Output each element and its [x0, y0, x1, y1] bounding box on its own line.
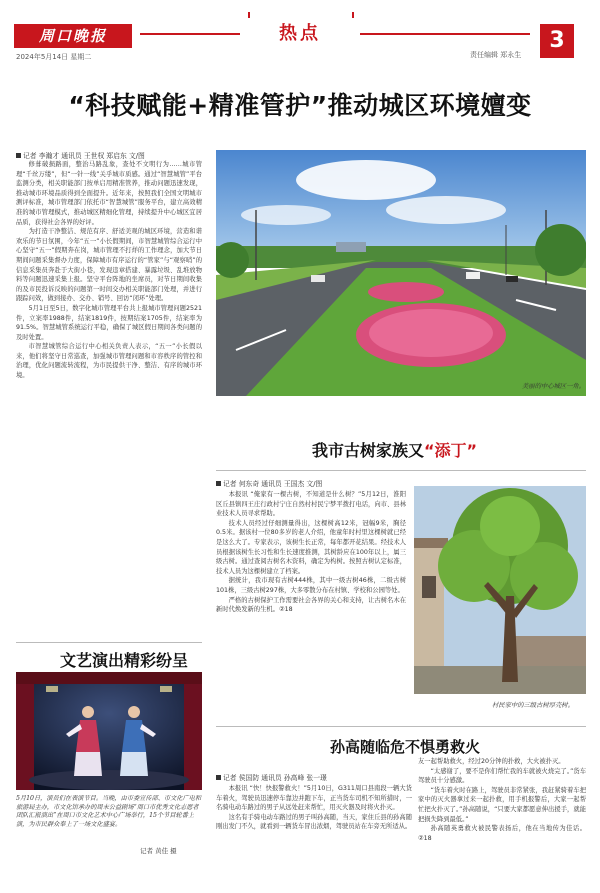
- fire-paragraph: “太感谢了，要不是你们帮忙我的车就被火烧完了。”货车驾驶员十分感激。: [418, 767, 586, 785]
- lead-byline: 记者 李瀚才 通讯员 王世权 郑启东 文/图: [16, 150, 145, 160]
- page-number: 3: [540, 24, 574, 58]
- fire-paragraph: 友一起帮助救火，经过20分钟的扑救，大火被扑灭。: [418, 758, 565, 765]
- issue-date: 2024年5月14日 星期二: [16, 53, 92, 61]
- main-headline: “科技赋能+精准管护”推动城区环境嬗变: [68, 91, 532, 120]
- tree-headline: [312, 438, 477, 461]
- tree-paragraph: 本报讯 “俺家有一棵古树，不知道是什么树？”5月12日，淮阳区丘县镇四王庄行政村宁庄自然村村民宁梦平拨打电话，向市、县林业技术人员寻求帮助。: [216, 491, 406, 518]
- opera-photo-credit: 记者 黄佳 摄: [140, 847, 177, 855]
- divider: [216, 470, 586, 471]
- tree-paragraph: 据统计，我市现有古树444株，其中一级古树46株，二级古树101株，三级古树297株，大多零散分布在村镇、学校和公园等处。: [216, 577, 406, 594]
- fire-paragraph: 本报讯 “快！快报警救火！”5月10日，G311周口县南段一辆大货车着火，驾驶员迅速停车靠边并跑下车，正当货车司机不知所措时，一名骑电动车路过的男子从远处赶来帮忙，用灭火器及时将火扑灭。: [216, 785, 412, 812]
- lead-paragraph: 修葺破损路面，整治马路乱象，查处不文明行为……城市管理“千丝万缕”，但“一针一线”关乎城市质感。通过“智慧城管”平台监测分类，相关职能部门按单启用精准管养，推动问题迅速发现，推动城市环境品质得到全面提升。近年来，按照我们全国文明城市测评标准，城市管理部门依托市“智慧城管”服务平台，建立高效精准的城市管理模式，推动城区精细化管理，持续提升中心城区宜居品质，获得社会各界的好评。: [16, 161, 202, 226]
- opera-caption: 5月10日，演员们在表演节目。当晚，由市委宣传部、市文化广电和旅游局主办，市文化馆承办的周末公益剧场“周口市优秀文化志愿者团队汇报演出”在周口市文化艺术中心广场举行，15个节目轮番上演，为市民群众奉上了一场文化盛宴。: [16, 795, 202, 828]
- tree-headline-text: 我市古树家族又: [312, 441, 425, 460]
- fire-byline: 记者 侯国防 通讯员 孙高峰 张一璟: [216, 772, 327, 782]
- tree-photo-caption: 村民家中的三级古树厚壳树。: [492, 702, 574, 709]
- city-road-image: [216, 150, 586, 396]
- fire-paragraph: “货车着火时在路上，驾驶员非常紧张，我赶紧骑着车把家中的灭火器拿过来一起扑救，用手机报警后，大家一起帮忙把火扑灭了。”孙高随说，“只要大家都愿意伸出援手，就能把损失降到最低。”: [418, 786, 586, 823]
- paper-logo: 周口晚报: [14, 24, 132, 48]
- ancient-tree-photo: [414, 486, 586, 694]
- lead-paragraph: 市智慧城管综合运行中心相关负责人表示，“五一”小长假以来，他们将坚守日常巡查，加强城市管理问题和市容秩序的管控和治理，优化问题流转流程，为市民提供干净、整洁、有序的城市环境。: [16, 343, 202, 380]
- section-label: [240, 18, 360, 50]
- fire-article-body: [216, 784, 412, 862]
- tree-headline-highlight: “添丁”: [424, 441, 478, 460]
- road-photo-caption: 美丽的中心城区一角。: [522, 383, 585, 390]
- stage-performance-image: [16, 672, 202, 790]
- editor-credit: 责任编辑 郑永生: [470, 51, 522, 59]
- ancient-tree-image: [414, 486, 586, 694]
- fire-article-body-continued: [418, 757, 586, 855]
- tree-byline: 记者 何东奇 通讯员 王国杰 文/图: [216, 478, 322, 488]
- stage-performance-photo: [16, 672, 202, 790]
- fire-paragraph: 孙高随英勇救火被民警表扬后，他在当地传为佳话。②18: [418, 825, 586, 842]
- tree-paragraph: 技术人员经过仔细测量得出，这棵树高12米，冠幅9米，胸径0.5米。据该村一位80多岁的老人介绍，他童年时村里这棵树就已经是这么大了。专家表示，该树生长正常，每年都开花结果。经技术人员根据该树生长习性和生长速度推测，其树龄应在100年以上，属三级古树。通过查阅古树名木资料，确定为构树。按照古树认定标准，技术人员为这棵树建立了档案。: [216, 519, 406, 575]
- divider: [16, 642, 202, 643]
- lead-paragraph: 为打造干净整洁、规范有序、舒适美观的城区环境，营造和谐欢乐的节日氛围，今年“五一”小长假期间，市智慧城管综合运行中心坚守“五一”假期奔在岗，城市管理不打烊的工作理念，加大节日期间问题采集督办力度，保障城市有序运行的“管家”与“观察哨”的信息采集员奔赴于大街小巷，发现违章搭建、暴露垃圾、乱堆放物料等问题迅速采集上报。坚守平台阵地的坐席员，对节日期间收集的及市民投诉反映的问题第一时间交办相关职能部门处理，并进行跟踪问效，做到接办、交办、销号、回访“闭环”处理。: [16, 228, 202, 303]
- city-road-photo: [216, 150, 586, 396]
- lead-article-body: [16, 160, 202, 640]
- tree-paragraph: 严格的古树保护工作需要社会各界的关心和支持，让古树名木在新时代焕发新的生机。②18: [216, 596, 406, 614]
- section-name: 热点: [279, 23, 321, 44]
- fire-paragraph: 这名有手骑电动车路过的男子叫孙高随，当天，家住丘县的孙高随刚出发门不久，就看到一辆货车冒出浓烟，驾驶员站在车旁无所适从。: [216, 813, 412, 831]
- fire-headline: 孙高随临危不惧勇救火: [330, 738, 481, 756]
- lead-paragraph: 5月1日至5日，数字化城市管理平台共上报城市管理问题2521件，立案率1988件，结案1819件，按期结案1705件，结案率为91.5%。智慧城管系统运行平稳，确保了城区假日期间各类问题的及时处置。: [16, 304, 202, 341]
- masthead: [0, 0, 600, 62]
- tree-article-body: [216, 490, 406, 712]
- opera-headline: 文艺演出精彩纷呈: [60, 651, 189, 670]
- divider: [216, 726, 586, 727]
